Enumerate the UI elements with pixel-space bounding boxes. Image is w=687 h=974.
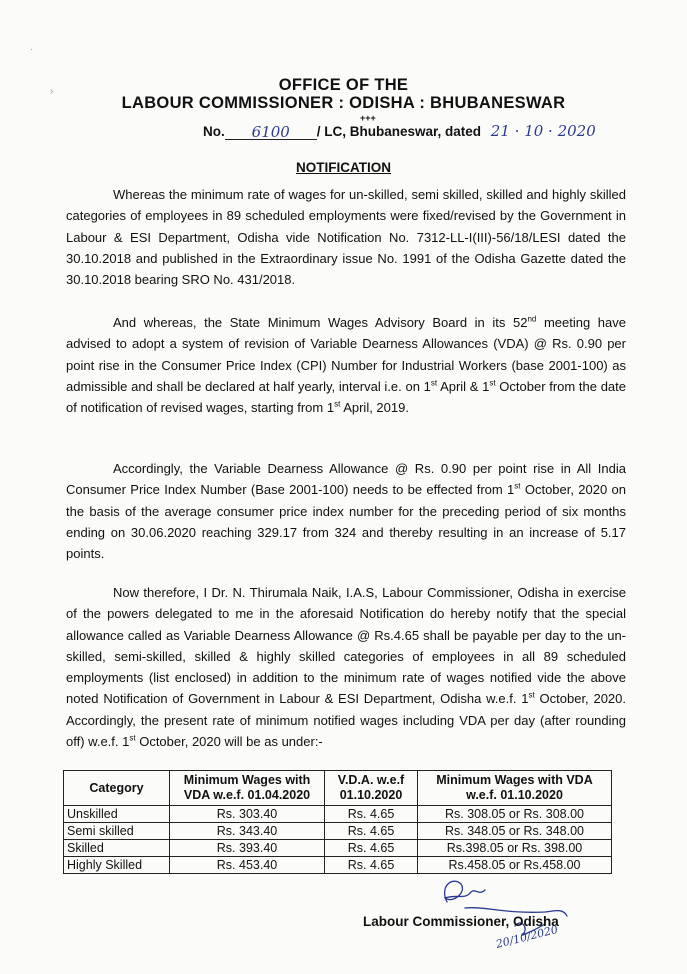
paragraph-accordingly: Accordingly, the Variable Dearness Allowance @ Rs. 0.90 per point rise in All India Consumer Price Index Number (Base 2001-100) needs to be effected from 1st October, 2020 on the basis of the average consumer price index number for the preceding period of six months ending on 30.06.2020 reaching 329.17 from 324 and thereby resulting in an increase of 5.17 points.: [66, 461, 626, 562]
scan-speck: ·: [30, 44, 34, 55]
header-vda: V.D.A. w.e.f 01.10.2020: [325, 771, 418, 806]
wages-table: [63, 770, 612, 874]
header-wages-april: Minimum Wages with VDA w.e.f. 01.04.2020: [170, 771, 325, 806]
reference-text: / LC, Bhubaneswar, dated: [316, 124, 482, 139]
header-category: Category: [64, 771, 170, 806]
signatory-title: Labour Commissioner, Odisha: [363, 914, 559, 929]
reference-line: [203, 122, 596, 140]
signature-scribble: [395, 868, 595, 953]
table-row: Unskilled Rs. 303.40 Rs. 4.65 Rs. 308.05 or Rs. 308.00: [64, 806, 612, 823]
table-row: Skilled Rs. 393.40 Rs. 4.65 Rs.398.05 or Rs. 398.00: [64, 840, 612, 857]
table-row: Highly Skilled Rs. 453.40 Rs. 4.65 Rs.458.05 or Rs.458.00: [64, 857, 612, 874]
no-label: No.: [203, 124, 225, 139]
office-heading: OFFICE OF THE: [278, 76, 409, 94]
office-subheading: LABOUR COMMISSIONER : ODISHA : BHUBANESWAR: [121, 94, 566, 112]
table-row: Semi skilled Rs. 343.40 Rs. 4.65 Rs. 348.05 or Rs. 348.00: [64, 823, 612, 840]
notification-title: NOTIFICATION: [296, 160, 391, 175]
paragraph-whereas: Whereas the minimum rate of wages for un-skilled, semi skilled, skilled and highly skilled categories of employees in 89 scheduled employments were fixed/revised by the Government in Labour & ESI Department, Odisha vide Notification No. 7312-LL-I(III)-56/18/LESI dated the 30.10.2018 and published in the Extraordinary issue No. 1991 of the Odisha Gazette dated the 30.10.2018 bearing SRO No. 431/2018.: [66, 187, 626, 288]
paragraph-now-therefore: Now therefore, I Dr. N. Thirumala Naik, I.A.S, Labour Commissioner, Odisha in exercise of the powers delegated to me in the aforesaid Notification do hereby notify that the special allowance called as Variable Dearness Allowance @ Rs.4.65 shall be payable per day to the un-skilled, semi-skilled, skilled & highly skilled categories of employees in all 89 scheduled employments (list enclosed) in addition to the minimum rate of wages notified vide the above noted Notification of Government in Labour & ESI Department, Odisha w.e.f. 1st October, 2020. Accordingly, the present rate of minimum notified wages including VDA per day (after rounding off) w.e.f. 1st October, 2020 will be as under:-: [66, 585, 626, 750]
header-wages-october: Minimum Wages with VDA w.e.f. 01.10.2020: [418, 771, 612, 806]
plus-mark: +++: [360, 113, 376, 123]
scan-speck: ›: [50, 86, 54, 97]
paragraph-advisory-board: And whereas, the State Minimum Wages Advisory Board in its 52nd meeting have advised to adopt a system of revision of Variable Dearness Allowances (VDA) @ Rs. 0.90 per point rise in the Consumer Price Index (CPI) Number for Industrial Workers (base 2001-100) as admissible and shall be declared at half yearly, interval i.e. on 1st April & 1st October from the date of notification of revised wages, starting from 1st April, 2019.: [66, 314, 626, 416]
letter-number: 6100: [251, 123, 290, 141]
table-header-row: [64, 771, 612, 806]
letter-date: 21 · 10 · 2020: [490, 122, 596, 140]
signature-date: 20/10/2020: [494, 922, 560, 951]
